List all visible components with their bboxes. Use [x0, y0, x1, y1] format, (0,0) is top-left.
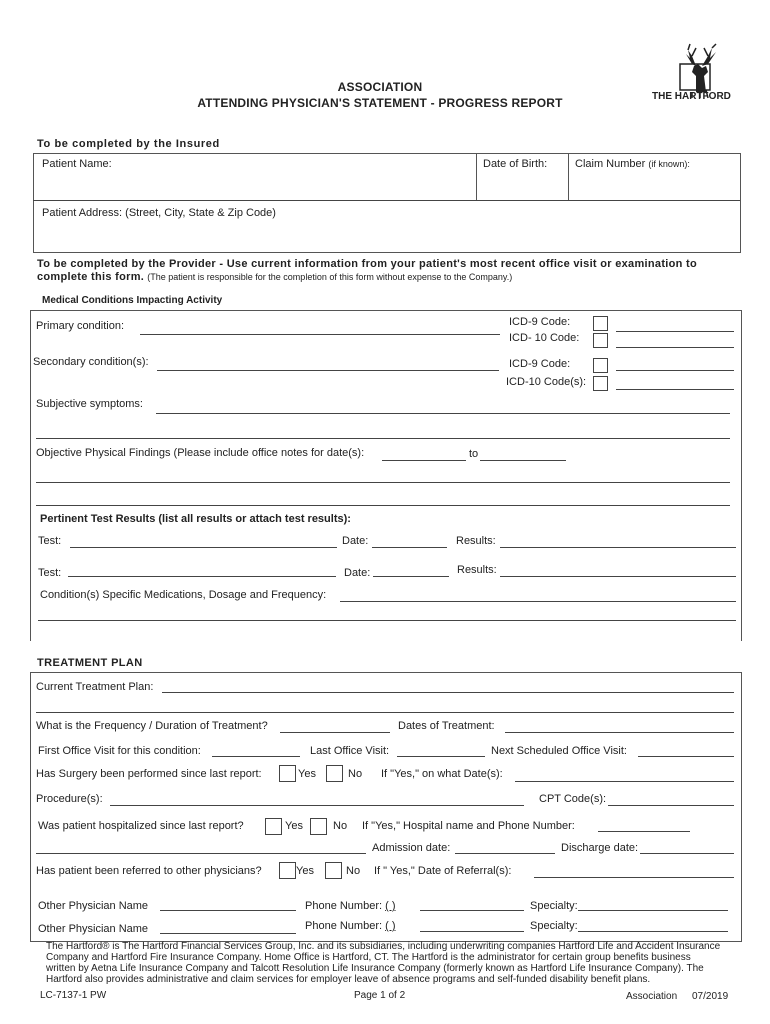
- icd10-checkbox[interactable]: [593, 333, 608, 348]
- form-subtitle: ATTENDING PHYSICIAN'S STATEMENT - PROGRESS REPORT: [197, 96, 563, 110]
- primary-condition-label: Primary condition:: [36, 320, 125, 332]
- secondary-condition-label: Secondary condition(s):: [33, 356, 149, 368]
- date-to-field[interactable]: [480, 460, 566, 461]
- hospitalized-label: Was patient hospitalized since last report?: [38, 820, 244, 832]
- specialty-label: Specialty:: [530, 920, 578, 932]
- referral-date-field[interactable]: [534, 877, 734, 878]
- icd9-field[interactable]: [616, 331, 734, 332]
- medications-field-2[interactable]: [38, 620, 736, 621]
- disclaimer-line: written by Aetna Life Insurance Company and Talcott Resolution Life Insurance Company (formerly known as Hartford Life Insurance Company). The: [46, 963, 704, 974]
- secondary-condition-field[interactable]: [157, 370, 499, 371]
- icd10-label: ICD- 10 Code:: [509, 332, 580, 344]
- divider: [476, 153, 477, 200]
- first-visit-label: First Office Visit for this condition:: [38, 745, 201, 757]
- last-visit-label: Last Office Visit:: [310, 745, 390, 757]
- subjective-symptoms-field[interactable]: [156, 413, 730, 414]
- yes-label: Yes: [298, 768, 316, 780]
- hospitalized-no-checkbox[interactable]: [310, 818, 327, 835]
- logo-text: THE HARTFORD: [652, 91, 731, 102]
- admission-date-field[interactable]: [455, 853, 555, 854]
- icd9-label: ICD-9 Code:: [509, 358, 571, 370]
- results-label: Results:: [457, 564, 497, 576]
- results-label: Results:: [456, 535, 496, 547]
- form-title: ASSOCIATION: [337, 80, 423, 94]
- referred-yes-checkbox[interactable]: [279, 862, 296, 879]
- results-field[interactable]: [500, 547, 736, 548]
- divider: [33, 200, 740, 201]
- phone-field[interactable]: [420, 910, 524, 911]
- cpt-label: CPT Code(s):: [539, 793, 607, 805]
- objective-findings-field-2[interactable]: [36, 505, 730, 506]
- icd9-checkbox[interactable]: [593, 316, 608, 331]
- phone-label: Phone Number: ( ): [305, 900, 396, 912]
- hartford-logo: [652, 42, 731, 118]
- yes-label: Yes: [296, 865, 314, 877]
- results-field[interactable]: [500, 576, 736, 577]
- dates-of-treatment-field[interactable]: [505, 732, 734, 733]
- no-label: No: [333, 820, 348, 832]
- patient-name-label: Patient Name:: [42, 158, 112, 170]
- specialty-field[interactable]: [578, 931, 728, 932]
- dob-label: Date of Birth:: [483, 158, 548, 170]
- referred-no-checkbox[interactable]: [325, 862, 342, 879]
- medications-label: Condition(s) Specific Medications, Dosage and Frequency:: [40, 589, 327, 601]
- specialty-field[interactable]: [578, 910, 728, 911]
- hospital-field[interactable]: [598, 831, 690, 832]
- discharge-date-label: Discharge date:: [561, 842, 639, 854]
- date-field[interactable]: [373, 576, 449, 577]
- footer-date: 07/2019: [692, 991, 729, 1002]
- stag-icon: [652, 42, 724, 118]
- other-physician-label: Other Physician Name: [38, 923, 149, 935]
- subjective-symptoms-field-2[interactable]: [36, 438, 730, 439]
- procedures-field[interactable]: [110, 805, 524, 806]
- divider: [568, 153, 569, 200]
- dates-of-treatment-label: Dates of Treatment:: [398, 720, 495, 732]
- referred-label: Has patient been referred to other physicians?: [36, 865, 262, 877]
- surgery-dates-field[interactable]: [515, 781, 734, 782]
- page-number: Page 1 of 2: [354, 990, 406, 1001]
- discharge-date-field[interactable]: [640, 853, 734, 854]
- to-label: to: [469, 448, 479, 460]
- date-field[interactable]: [372, 547, 447, 548]
- icd9-field[interactable]: [616, 370, 734, 371]
- other-physician-field[interactable]: [160, 910, 296, 911]
- insured-heading: To be completed by the Insured: [37, 138, 220, 150]
- no-label: No: [348, 768, 363, 780]
- disclaimer-line: Hartford also provides administrative and claim services for employer leave of absence programs and self-funded disability benefit plans.: [46, 974, 651, 985]
- yes-label: Yes: [285, 820, 303, 832]
- surgery-label: Has Surgery been performed since last report:: [36, 768, 262, 780]
- icd9-checkbox[interactable]: [593, 358, 608, 373]
- cpt-field[interactable]: [608, 805, 734, 806]
- next-visit-label: Next Scheduled Office Visit:: [491, 745, 627, 757]
- surgery-yes-checkbox[interactable]: [279, 765, 296, 782]
- current-plan-field-2[interactable]: [36, 712, 734, 713]
- hospital-field-2[interactable]: [36, 853, 366, 854]
- specialty-label: Specialty:: [530, 900, 578, 912]
- procedures-label: Procedure(s):: [36, 793, 103, 805]
- pertinent-tests-heading: Pertinent Test Results (list all results or attach test results):: [40, 513, 351, 525]
- phone-field[interactable]: [420, 931, 524, 932]
- last-visit-field[interactable]: [397, 756, 485, 757]
- hospital-label: If "Yes," Hospital name and Phone Number:: [362, 820, 575, 832]
- objective-findings-label: Objective Physical Findings (Please include office notes for date(s):: [36, 447, 365, 459]
- medications-field[interactable]: [340, 601, 736, 602]
- icd10-field[interactable]: [616, 347, 734, 348]
- subjective-symptoms-label: Subjective symptoms:: [36, 398, 143, 410]
- admission-date-label: Admission date:: [372, 842, 451, 854]
- form-id: LC-7137-1 PW: [40, 990, 107, 1001]
- primary-condition-field[interactable]: [140, 334, 500, 335]
- surgery-no-checkbox[interactable]: [326, 765, 343, 782]
- icd9-label: ICD-9 Code:: [509, 316, 571, 328]
- disclaimer-line: The Hartford® is The Hartford Financial Services Group, Inc. and its subsidiaries, including underwriting companies Hartford Life and Accident Insurance: [46, 941, 721, 952]
- test-label: Test:: [38, 567, 62, 579]
- current-plan-field[interactable]: [162, 692, 734, 693]
- provider-heading: To be completed by the Provider - Use current information from your patient's most recent office visit or examination to: [37, 258, 698, 270]
- claim-number-label: Claim Number (if known):: [575, 158, 690, 170]
- surgery-dates-label: If "Yes," on what Date(s):: [381, 768, 503, 780]
- referral-date-label: If " Yes," Date of Referral(s):: [374, 865, 512, 877]
- other-physician-field[interactable]: [160, 933, 296, 934]
- no-label: No: [346, 865, 361, 877]
- next-visit-field[interactable]: [638, 756, 734, 757]
- test-label: Test:: [38, 535, 62, 547]
- objective-findings-field[interactable]: [36, 482, 730, 483]
- other-physician-label: Other Physician Name: [38, 900, 149, 912]
- test-field[interactable]: [70, 547, 337, 548]
- test-field[interactable]: [68, 576, 336, 577]
- frequency-field[interactable]: [280, 732, 390, 733]
- frequency-label: What is the Frequency / Duration of Treatment?: [36, 720, 268, 732]
- provider-heading-2: complete this form. (The patient is responsible for the completion of this form without expense to the Company.): [37, 271, 513, 283]
- date-label: Date:: [344, 567, 371, 579]
- medical-conditions-heading: Medical Conditions Impacting Activity: [42, 295, 223, 306]
- hospitalized-yes-checkbox[interactable]: [265, 818, 282, 835]
- disclaimer-line: Company and Hartford Fire Insurance Company. Home Office is Hartford, CT. The Hartford is the administrator for certain group benefits business: [46, 952, 691, 963]
- date-from-field[interactable]: [382, 460, 466, 461]
- icd10-label: ICD-10 Code(s):: [506, 376, 587, 388]
- date-label: Date:: [342, 535, 369, 547]
- phone-label: Phone Number: ( ): [305, 920, 396, 932]
- icd10-field[interactable]: [616, 389, 734, 390]
- icd10-checkbox[interactable]: [593, 376, 608, 391]
- current-plan-label: Current Treatment Plan:: [36, 681, 154, 693]
- treatment-plan-heading: TREATMENT PLAN: [37, 657, 143, 669]
- patient-address-label: Patient Address: (Street, City, State & Zip Code): [42, 207, 276, 219]
- first-visit-field[interactable]: [212, 756, 300, 757]
- footer-association: Association: [626, 991, 678, 1002]
